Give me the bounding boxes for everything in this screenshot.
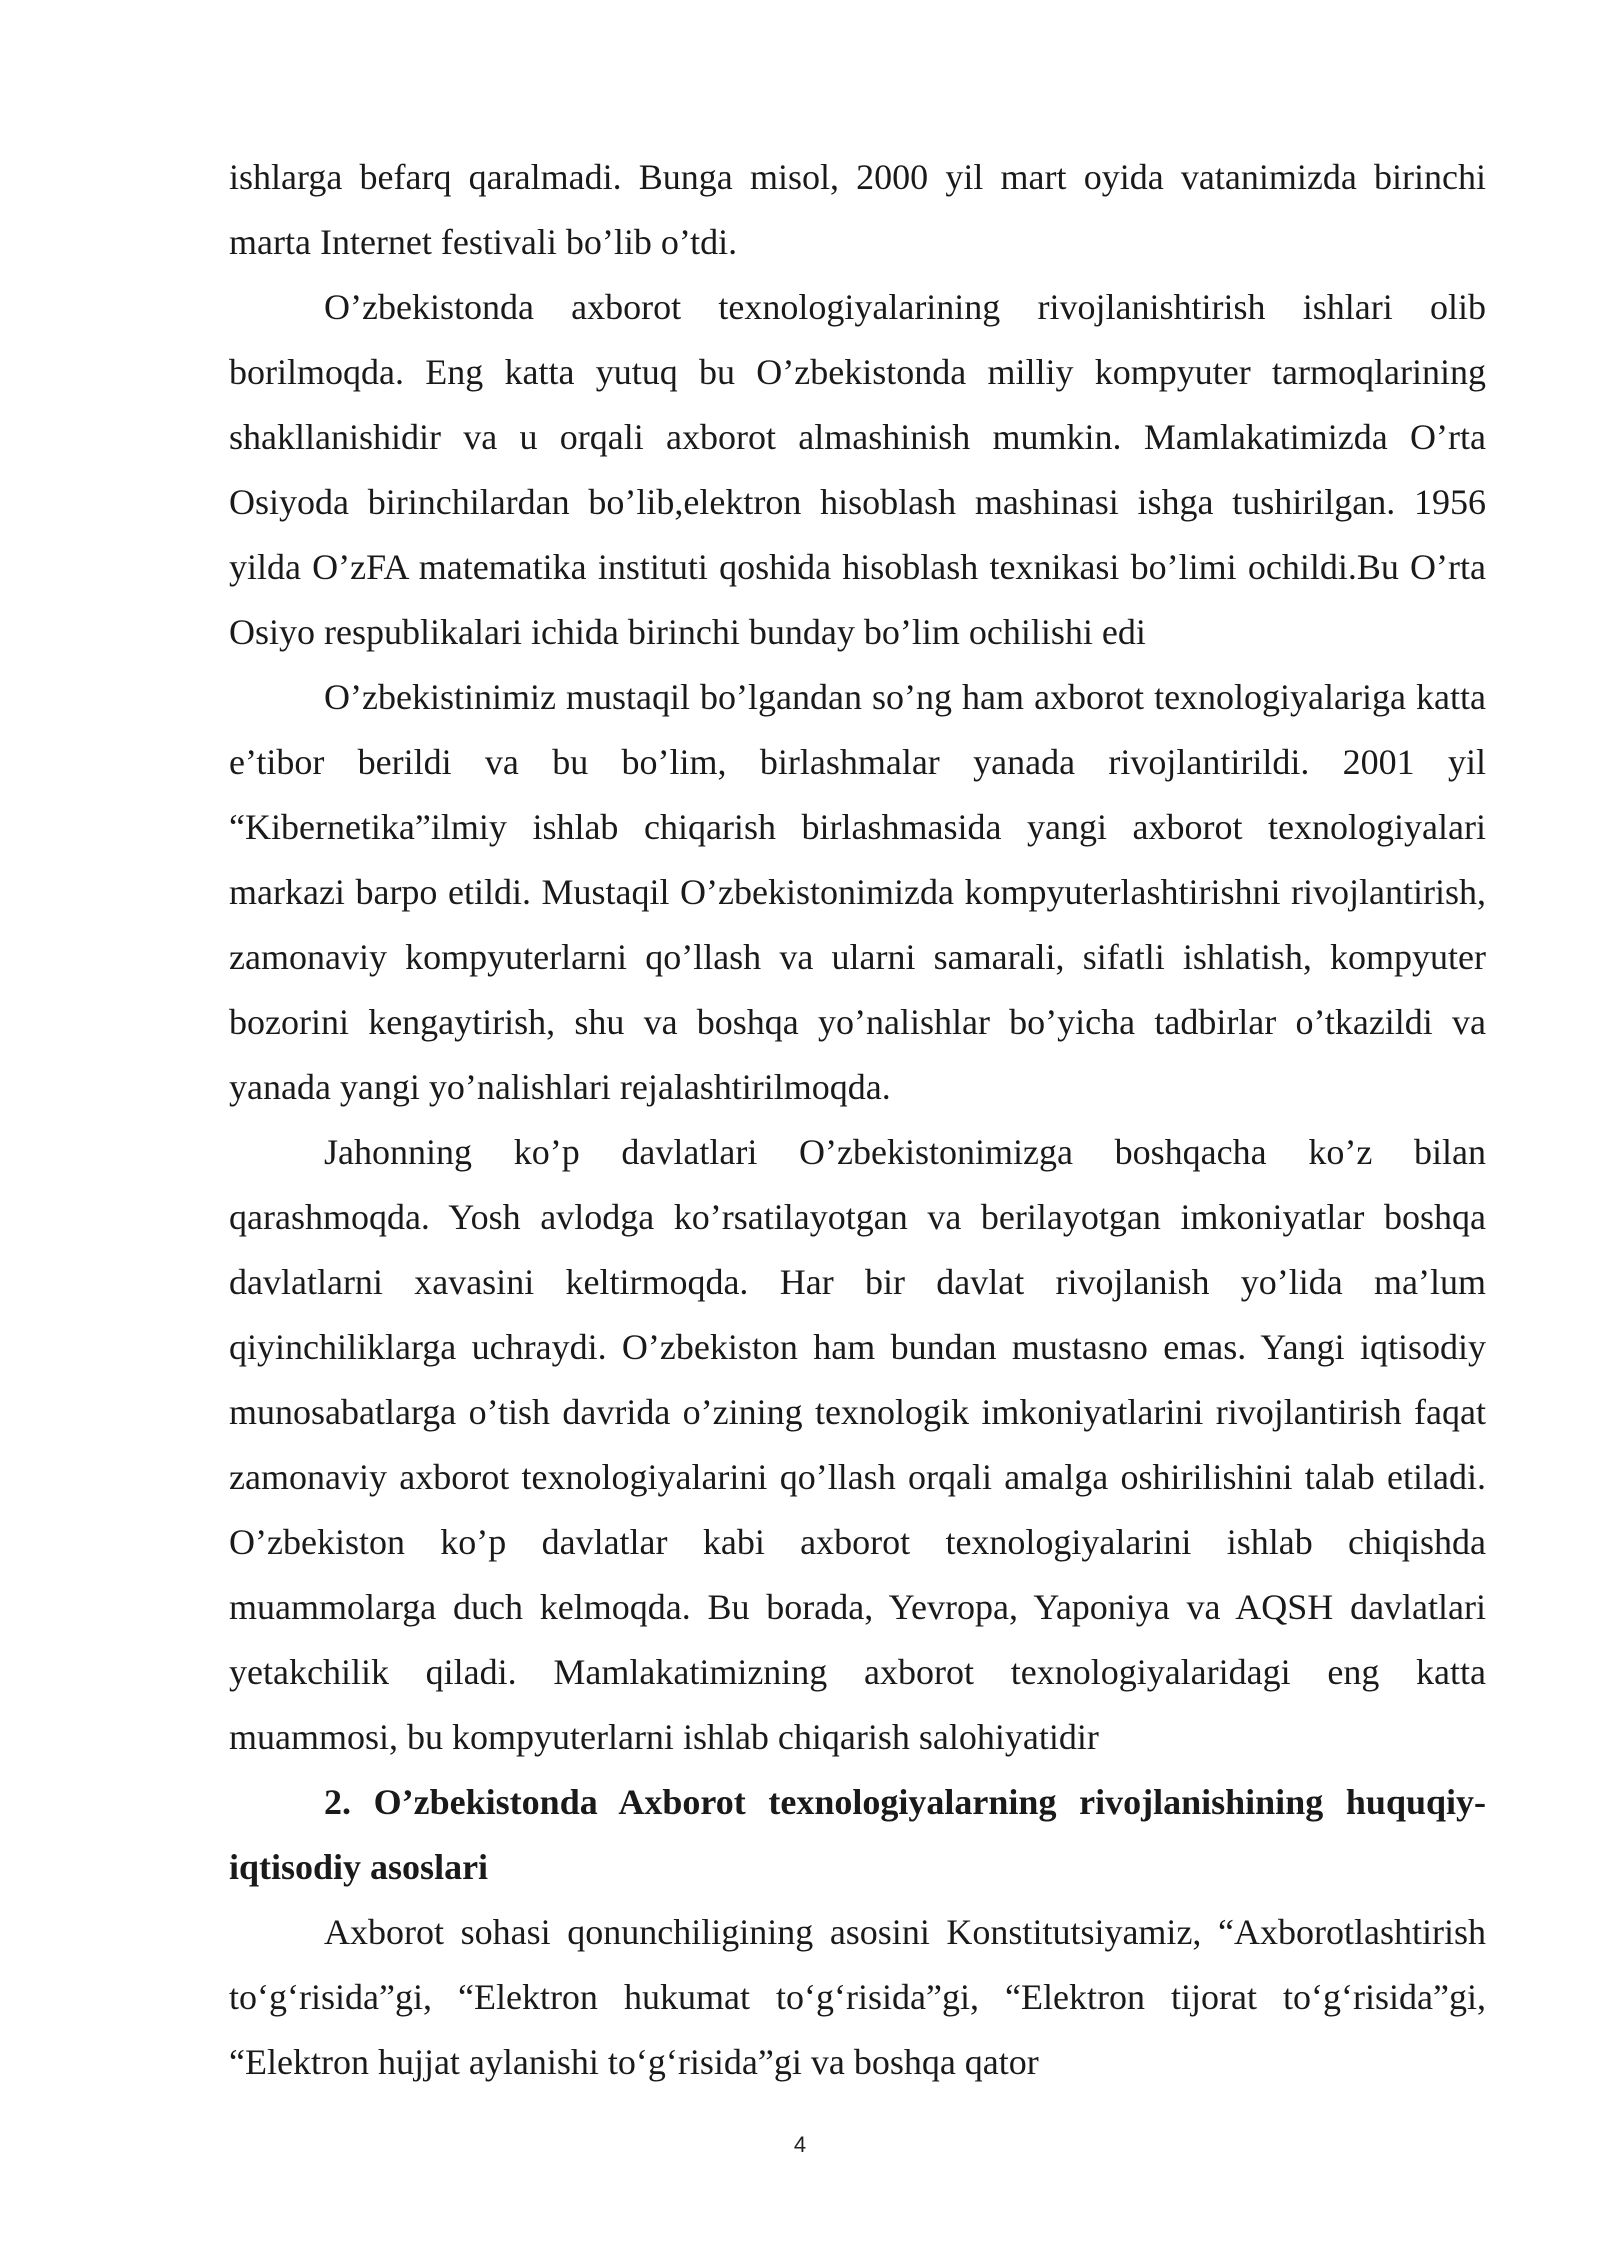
- paragraph-world-countries: Jahonning ko’p davlatlari O’zbekistonimizga boshqacha ko’z bilan qarashmoqda. Yosh avlodga ko’rsatilayotgan va berilayotgan imkoniyatlar boshqa davlatlarni xavasini keltirmoqda. Har bir davlat rivojlanish yo’lida ma’lum qiyinchiliklarga uchraydi. O’zbekiston ham bundan mustasno emas. Yangi iqtisodiy munosabatlarga o’tish davrida o’zining texnologik imkoniyatlarini rivojlantirish faqat zamonaviy axborot texnologiyalarini qo’llash orqali amalga oshirilishini talab etiladi. O’zbekiston ko’p davlatlar kabi axborot texnologiyalarini ishlab chiqishda muammolarga duch kelmoqda. Bu borada, Yevropa, Yaponiya va AQSH davlatlari yetakchilik qiladi. Mamlakatimizning axborot texnologiyalaridagi eng katta muammosi, bu kompyuterlarni ishlab chiqarish salohiyatidir: [229, 1132, 1486, 1757]
- body-text: [229, 145, 1486, 2095]
- paragraph-independence: O’zbekistinimiz mustaqil bo’lgandan so’ng ham axborot texnologiyalariga katta e’tibor berildi va bu bo’lim, birlashmalar yanada rivojlantirildi. 2001 yil “Kibernetika”ilmiy ishlab chiqarish birlashmasida yangi axborot texnologiyalari markazi barpo etildi. Mustaqil O’zbekistonimizda kompyuterlashtirishni rivojlantirish, zamonaviy kompyuterlarni qo’llash va ularni samarali, sifatli ishlatish, kompyuter bozorini kengaytirish, shu va boshqa yo’nalishlar bo’yicha tadbirlar o’tkazildi va yanada yangi yo’nalishlari rejalashtirilmoqda.: [229, 677, 1486, 1107]
- paragraph-legal-basis: Axborot sohasi qonunchiligining asosini Konstitutsiyamiz, “Axborotlashtirish to‘g‘risida”gi, “Elektron hukumat to‘g‘risida”gi, “Elektron tijorat to‘g‘risida”gi, “Elektron hujjat aylanishi to‘g‘risida”gi va boshqa qator: [229, 1912, 1486, 2082]
- paragraph-continuation: ishlarga befarq qaralmadi. Bunga misol, 2000 yil mart oyida vatanimizda birinchi marta Internet festivali bo’lib o’tdi.: [229, 157, 1486, 262]
- section-heading: 2. O’zbekistonda Axborot texnologiyalarning rivojlanishining huquqiy-iqtisodiy asoslari: [229, 1782, 1486, 1887]
- page-number: 4: [793, 2132, 807, 2157]
- paragraph-it-development: O’zbekistonda axborot texnologiyalarining rivojlanishtirish ishlari olib borilmoqda. Eng katta yutuq bu O’zbekistonda milliy kompyuter tarmoqlarining shakllanishidir va u orqali axborot almashinish mumkin. Mamlakatimizda O’rta Osiyoda birinchilardan bo’lib,elektron hisoblash mashinasi ishga tushirilgan. 1956 yilda O’zFA matematika instituti qoshida hisoblash texnikasi bo’limi ochildi.Bu O’rta Osiyo respublikalari ichida birinchi bunday bo’lim ochilishi edi: [229, 287, 1486, 652]
